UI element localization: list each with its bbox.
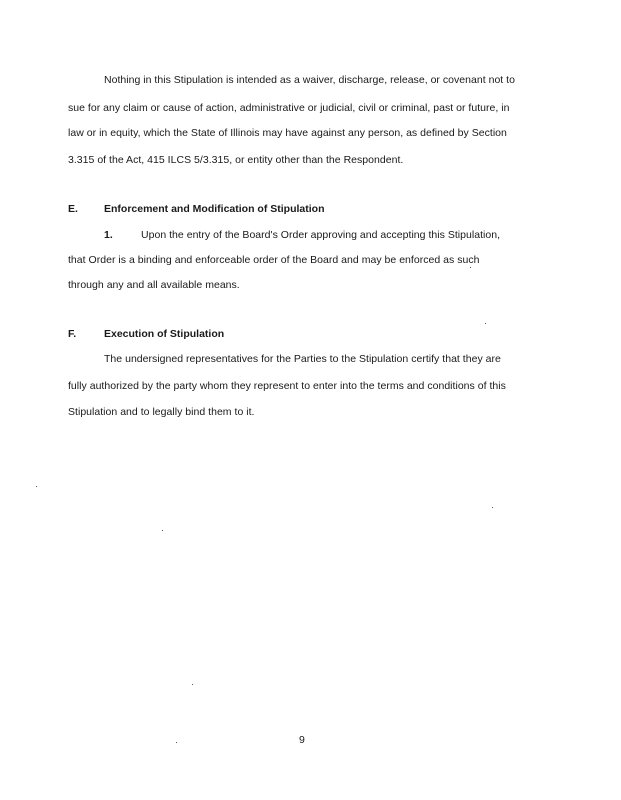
scan-speck [470,267,471,268]
page-number: 9 [299,734,305,746]
scan-speck [492,507,493,508]
paragraph-1-line-1: Nothing in this Stipulation is intended as a waiver, discharge, release, or covenant not to [104,74,515,86]
section-e-letter: E. [68,203,78,215]
section-e-title: Enforcement and Modification of Stipulation [104,203,325,215]
section-f-line-3: Stipulation and to legally bind them to it. [68,406,255,418]
scan-speck [36,486,37,487]
paragraph-1-line-4: 3.315 of the Act, 415 ILCS 5/3.315, or entity other than the Respondent. [68,154,404,166]
section-f-letter: F. [68,328,77,340]
section-f-line-2: fully authorized by the party whom they represent to enter into the terms and conditions of this [68,380,506,392]
section-e-line-3: through any and all available means. [68,279,240,291]
section-e-item-number: 1. [104,229,113,241]
section-e-line-1: Upon the entry of the Board's Order approving and accepting this Stipulation, [141,229,501,241]
scan-speck [485,323,486,324]
scan-speck [192,684,193,685]
paragraph-1-line-2: sue for any claim or cause of action, administrative or judicial, civil or criminal, past or future, in [68,102,510,114]
section-f-title: Execution of Stipulation [104,328,225,340]
scan-speck [176,742,177,743]
section-f-line-1: The undersigned representatives for the Parties to the Stipulation certify that they are [104,353,501,365]
scan-speck [162,530,163,531]
section-e-line-2: that Order is a binding and enforceable order of the Board and may be enforced as such [68,254,480,266]
paragraph-1-line-3: law or in equity, which the State of Illinois may have against any person, as defined by Section [68,127,507,139]
